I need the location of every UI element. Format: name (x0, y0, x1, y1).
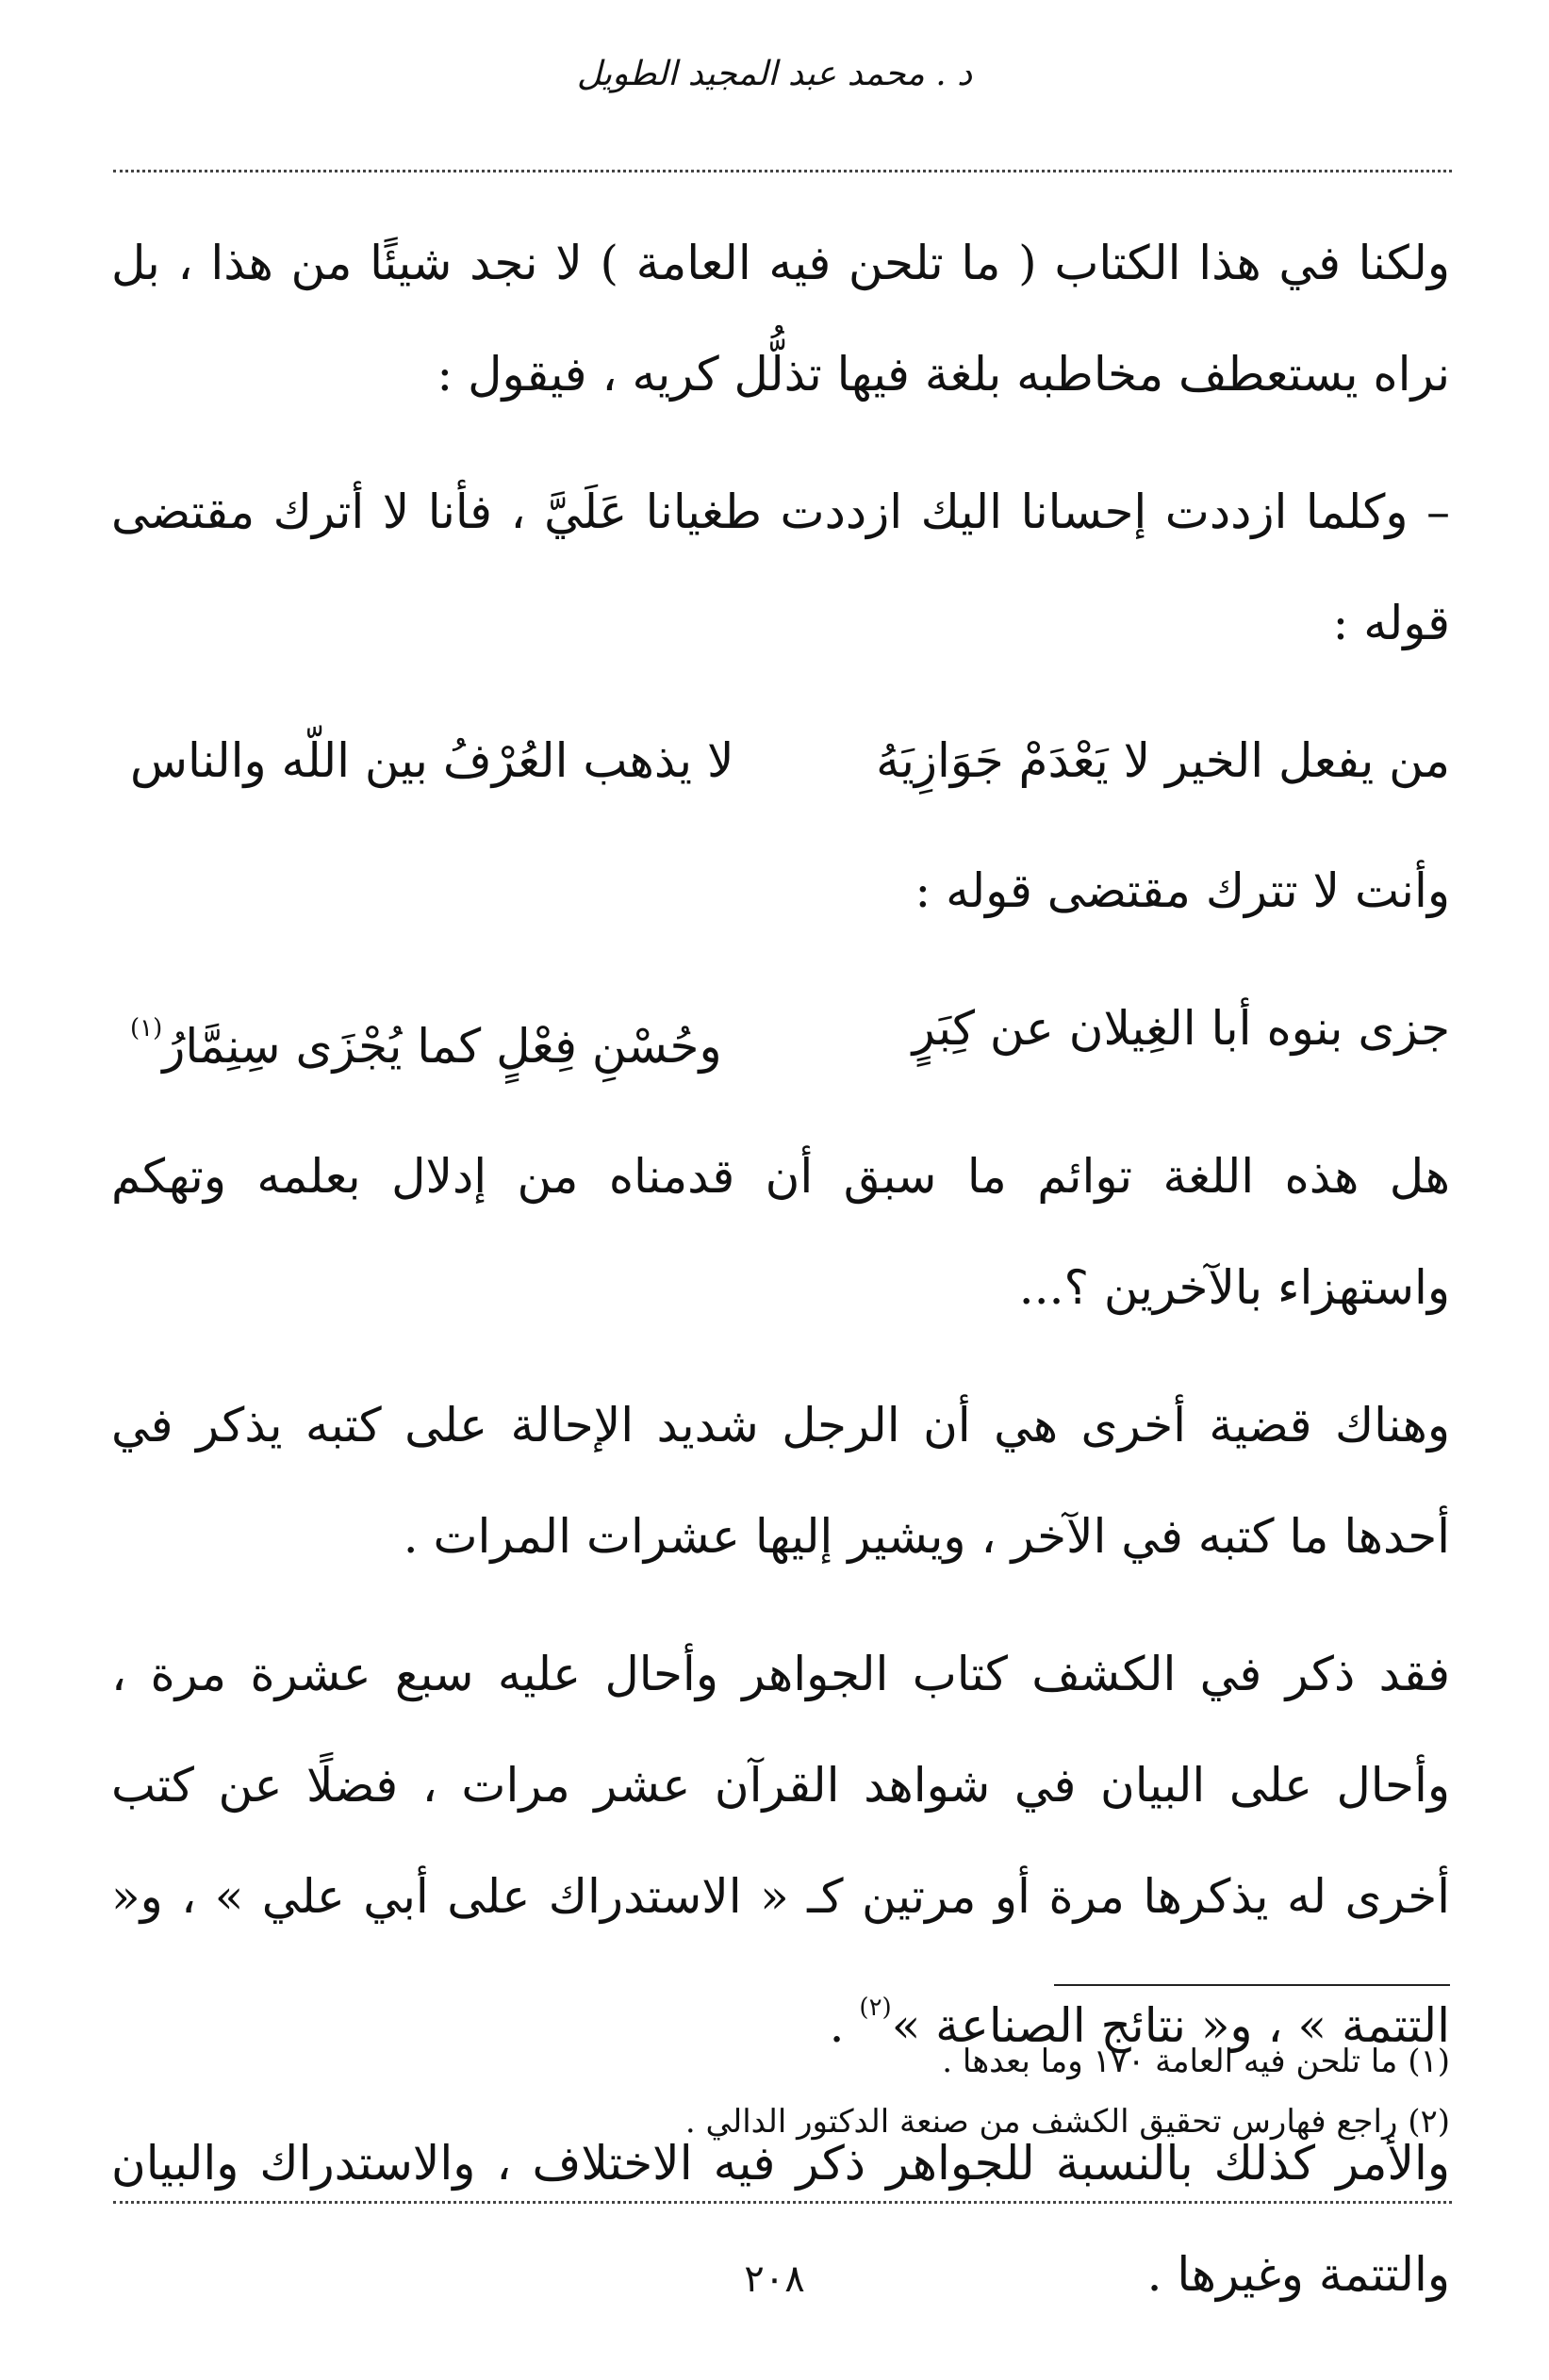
verse-2-first-hemistich: جزى بنوه أبا الغِيلان عن كِبَرٍ (912, 1001, 1450, 1056)
paragraph-3: وأنت لا تترك مقتضى قوله : (915, 863, 1450, 918)
verse-2 (111, 973, 1450, 1102)
paragraph-6 (111, 1618, 1450, 2081)
verse-1-second-hemistich: لا يذهب العُرْفُ بين اللّه والناس (130, 733, 734, 788)
footnote-1: (١) ما تلحن فيه العامة ١٧٠ وما بعدها . (942, 2043, 1450, 2080)
verse-2-second-hemistich-wrap (130, 973, 722, 1102)
paragraph-4: هل هذه اللغة توائم ما سبق أن قدمناه من إدلال بعلمه وتهكم واستهزاء بالآخرين ؟... (111, 1149, 1450, 1315)
footnote-2: (٢) راجع فهارس تحقيق الكشف من صنعة الدكتور الدالي . (684, 2103, 1450, 2141)
footnote-ref-2: (٢) (859, 1994, 892, 2022)
paragraph-2: – وكلما ازددت إحسانا اليك ازددت طغيانا عَلَيَّ ، فأنا لا أترك مقتضى قوله : (111, 484, 1450, 650)
footnotes (111, 2031, 1450, 2152)
page-number: ٢٠٨ (744, 2257, 805, 2301)
running-header: د . محمد عبد المجيد الطويل (576, 55, 973, 93)
paragraph-1: ولكنا في هذا الكتاب ( ما تلحن فيه العامة ) لا نجد شيئًا من هذا ، بل نراه يستعطف مخاطبه بلغة فيها تذلُّل كريه ، فيقول : (111, 236, 1450, 402)
header-divider (113, 170, 1452, 172)
footer-divider (113, 2201, 1452, 2204)
footnote-divider (1054, 1984, 1450, 1986)
paragraph-5: وهناك قضية أخرى هي أن الرجل شديد الإحالة على كتبه يذكر في أحدها ما كتبه في الآخر ، ويشير إليها عشرات المرات . (111, 1398, 1450, 1564)
verse-1 (111, 705, 1450, 816)
paragraph-7: والأمر كذلك بالنسبة للجواهر ذكر فيه الاختلاف ، والاستدراك والبيان والتتمة وغيرها . (111, 2136, 1450, 2302)
paragraph-6-text: فقد ذكر في الكشف كتاب الجواهر وأحال عليه سبع عشرة مرة ، وأحال على البيان في شواهد القرآن عشر مرات ، فضلًا عن كتب أخرى له يذكرها مرة أو مرتين كـ « الاستدراك على أبي علي » ، و« التتمة » ، و« نتائج الصناعة » (111, 1647, 1450, 2053)
footnote-ref-1: (١) (130, 1014, 163, 1042)
paragraph-6-end: . (829, 1998, 860, 2053)
verse-2-second-hemistich: وحُسْنِ فِعْلٍ كما يُجْزَى سِنِمَّارُ (162, 1019, 722, 1074)
verse-1-first-hemistich: من يفعل الخير لا يَعْدَمْ جَوَازِيَهُ (876, 733, 1450, 788)
